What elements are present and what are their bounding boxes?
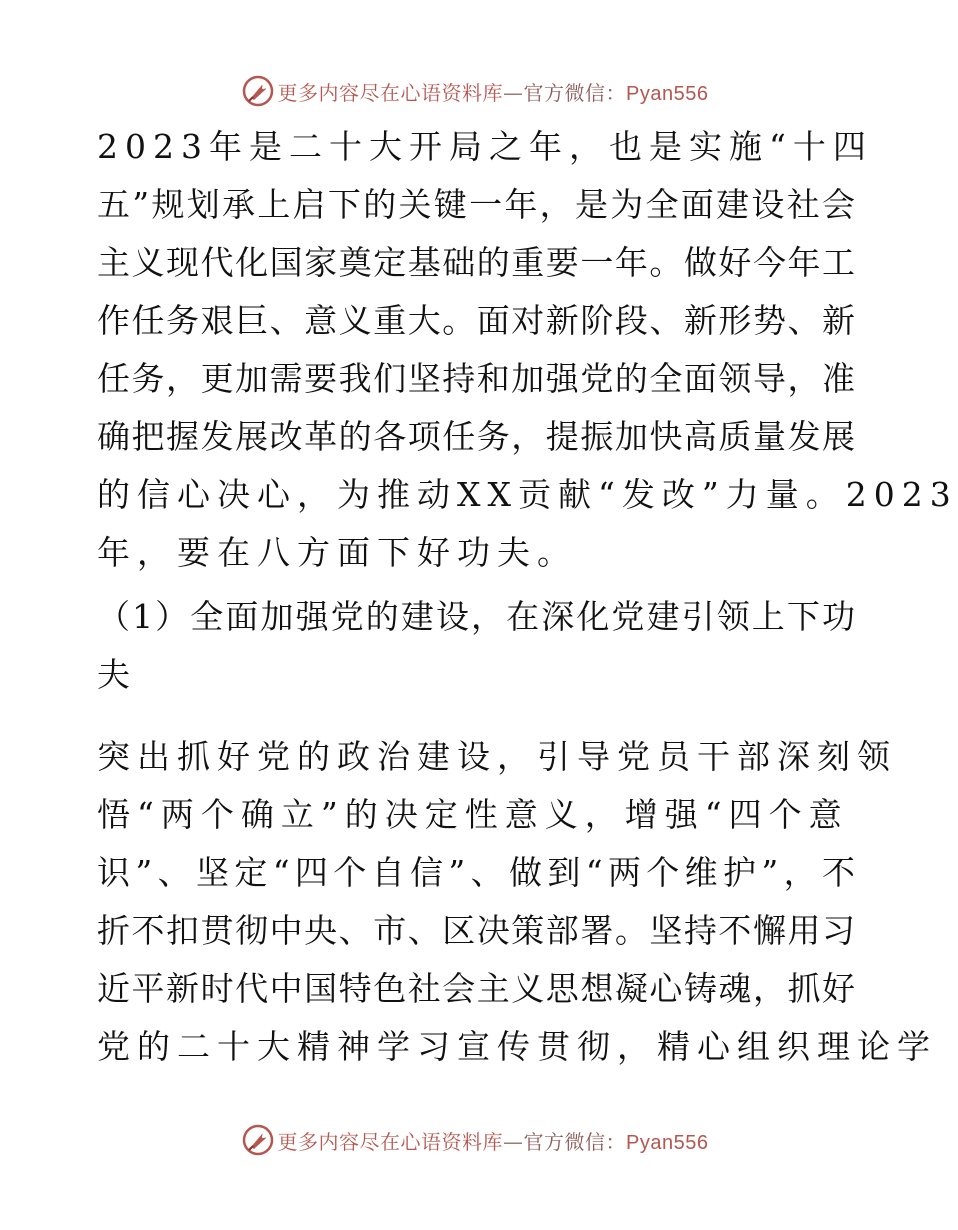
text-line: 年，要在八方面下好功夫。	[97, 533, 577, 572]
text-line: 突出抓好党的政治建设，引导党员干部深刻领	[97, 737, 897, 776]
section-heading	[97, 588, 855, 704]
watermark-dash: —	[503, 1129, 524, 1154]
text-line: 近平新时代中国特色社会主义思想凝心铸魂，抓好	[97, 969, 855, 1008]
text-line: 识”、坚定“四个自信”、做到“两个维护”，不	[97, 853, 855, 892]
paragraph-intro	[97, 118, 958, 582]
text-line: 主义现代化国家奠定基础的重要一年。做好今年工	[97, 243, 855, 282]
text-line: 确把握发展改革的各项任务，提振加快高质量发展	[97, 417, 855, 456]
text-line: 折不扣贯彻中央、市、区决策部署。坚持不懈用习	[97, 911, 855, 950]
watermark-contact-label: 官方微信：	[523, 80, 627, 105]
watermark-footer	[0, 1122, 950, 1158]
watermark-contact-label: 官方微信：	[523, 1129, 627, 1154]
text-line: 悟“两个确立”的决定性意义，增强“四个意	[97, 795, 849, 834]
heading-line: （1）全面加强党的建设，在深化党建引领上下功	[97, 597, 855, 636]
text-line: 2023年是二十大开局之年，也是实施“十四	[97, 127, 873, 166]
text-line: 五”规划承上启下的关键一年，是为全面建设社会	[97, 185, 855, 224]
document-body	[97, 118, 958, 1076]
watermark-header	[0, 73, 950, 109]
text-line: 作任务艰巨、意义重大。面对新阶段、新形势、新	[97, 301, 855, 340]
paragraph-body	[97, 728, 937, 1076]
text-line: 的信心决心，为推动XX贡献“发改”力量。2023	[97, 475, 958, 514]
pen-nib-logo-icon	[242, 75, 274, 107]
watermark-contact-id: Pyan556	[626, 1131, 709, 1154]
watermark-dash: —	[503, 80, 524, 105]
watermark-text	[278, 1126, 709, 1155]
paragraph-spacer	[97, 704, 855, 728]
text-line: 党的二十大精神学习宣传贯彻，精心组织理论学	[97, 1027, 937, 1066]
text-line: 任务，更加需要我们坚持和加强党的全面领导，准	[97, 359, 855, 398]
watermark-contact-id: Pyan556	[626, 82, 709, 105]
watermark-text	[278, 77, 709, 106]
pen-nib-logo-icon	[242, 1124, 274, 1156]
watermark-site-text: 更多内容尽在心语资料库	[277, 1129, 504, 1154]
heading-line: 夫	[97, 655, 137, 694]
watermark-site-text: 更多内容尽在心语资料库	[277, 80, 504, 105]
